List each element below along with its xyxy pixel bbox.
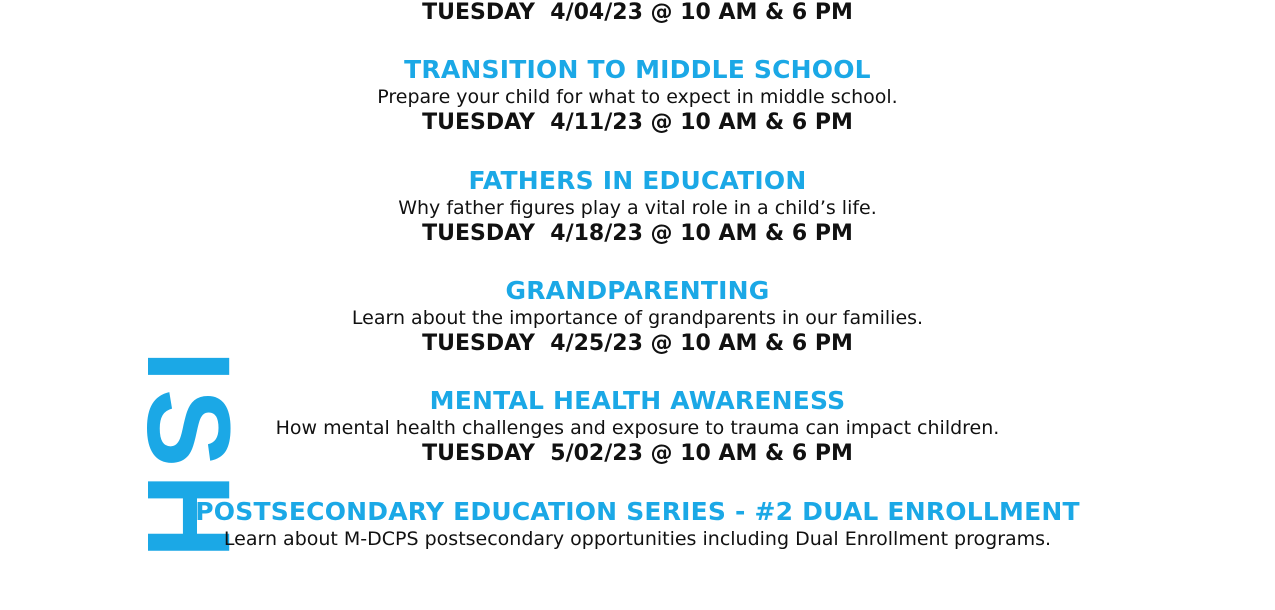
event-date: TUESDAY 4/18/23 @ 10 AM & 6 PM — [422, 221, 853, 246]
event-description: How mental health challenges and exposure to trauma can impact children. — [275, 417, 1000, 439]
event-date: TUESDAY 4/11/23 @ 10 AM & 6 PM — [422, 110, 853, 135]
event-title: MENTAL HEALTH AWARENESS — [429, 386, 846, 415]
event-title: GRANDPARENTING — [505, 276, 770, 305]
event-description: Learn about M-DCPS postsecondary opportunities including Dual Enrollment programs. — [223, 528, 1052, 550]
event-title: TRANSITION TO MIDDLE SCHOOL — [404, 55, 871, 84]
event-date: TUESDAY 4/04/23 @ 10 AM & 6 PM — [422, 0, 853, 25]
event-date: TUESDAY 5/02/23 @ 10 AM & 6 PM — [422, 441, 853, 466]
side-banner-text: ISH — [122, 350, 254, 565]
event-item-5 — [0, 386, 1275, 468]
event-description: Learn about the importance of grandparents in our families. — [351, 307, 924, 329]
event-description: Prepare your child for what to expect in middle school. — [377, 86, 898, 108]
event-item-2 — [0, 55, 1275, 137]
event-item-4 — [0, 276, 1275, 358]
event-item-6 — [0, 497, 1275, 551]
event-title: POSTSECONDARY EDUCATION SERIES - #2 DUAL ENROLLMENT — [195, 497, 1080, 526]
event-date: TUESDAY 4/25/23 @ 10 AM & 6 PM — [422, 331, 853, 356]
event-item-3 — [0, 166, 1275, 248]
event-title: FATHERS IN EDUCATION — [468, 166, 807, 195]
event-description: Why father figures play a vital role in a child’s life. — [398, 197, 877, 219]
event-item-1 — [0, 0, 1275, 27]
